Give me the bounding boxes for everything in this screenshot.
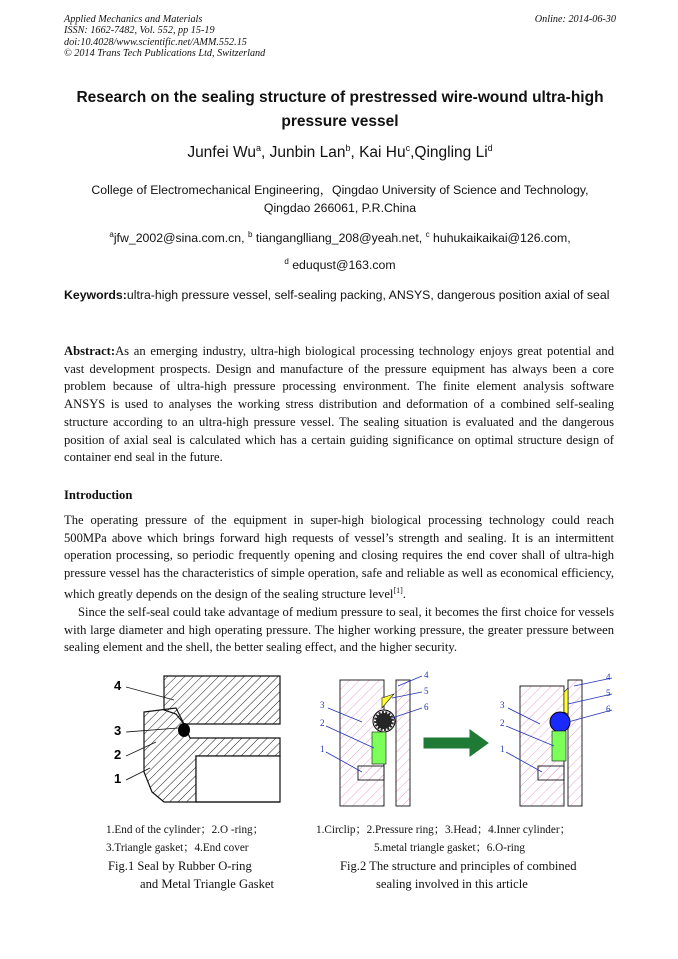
affiliation-line: College of Electromechanical Engineering，Qingdao University of Science and Technology, [91,183,589,197]
email-b[interactable]: tianganglliang_208@yeah.net, [255,231,423,246]
fig1-legend-line: 1.End of the cylinder；2.O -ring； [106,824,264,836]
affiliation [50,181,630,217]
circlip [358,766,384,780]
fig2-legend [316,821,571,857]
fig2-label: 4 [424,670,429,680]
author-mark: d [487,143,493,153]
online-date: Online: 2014-06-30 [534,14,616,25]
figure-1-drawing [104,672,284,812]
fig2-label: 4 [606,672,611,682]
author-mark: c [405,143,411,153]
fig2-label: 6 [606,704,611,714]
fig2-label: 5 [606,688,611,698]
inner-cylinder [396,680,410,806]
email-list: $^a$jfw_2002@sina.com.cn, $^b$ tianganglliang_208@yeah.net, $^c$ huhukaikaikai@126.com, $^d$ eduqust@163.com [109,230,571,273]
fig2-label: 1 [500,744,505,754]
journal-name: Applied Mechanics and Materials [64,14,203,25]
circlip [538,766,564,780]
author-mark: b [345,143,351,153]
fig2-legend-line: 1.Circlip；2.Pressure ring；3.Head；4.Inner cylinder； [316,824,571,836]
author-name: Junfei Wu [187,144,256,162]
fig1-label: 1 [114,771,122,786]
copyright: © 2014 Trans Tech Publications Ltd, Switzerland [64,48,266,60]
fig1-caption-line: Fig.1 Seal by Rubber O-ring [108,859,252,873]
inner-cylinder [568,680,582,806]
fig2-caption-line: Fig.2 The structure and principles of combined [340,859,577,873]
author-mark: a [255,143,261,153]
pressure-ring [372,732,386,764]
keywords [64,287,614,304]
fig1-legend [106,821,264,857]
keywords-text: ultra-high pressure vessel, self-sealing packing, ANSYS, dangerous position axial of seal [126,288,610,302]
fig2-label: 2 [320,718,325,728]
author-name: Junbin Lan [269,144,346,162]
abstract-text: As an emerging industry, ultra-high biological processing technology enjoys great potential and vast development prospects. Design and manufacture of the pressure equipment has always been a core problem because of ultra-high pressure processing environment. The finite element analysis software ANSYS is used to analyses the working stress distribution and deformation of a combined self-sealing structure according to an ultra-high pressure vessel. The sealing situation is evaluated and the dangerous position of axial seal is calculated which has a certain guiding significance on optimal structure design of container end seal in the future. [64,344,614,465]
email-d[interactable]: eduqust@163.com [292,258,396,273]
fig1-legend-line: 3.Triangle gasket；4.End cover [106,842,249,854]
keywords-label: Keywords: [64,288,127,302]
fig1-label: 3 [114,723,122,738]
paragraph: Since the self-seal could take advantage of medium pressure to seal, it becomes the first choice for vessels with large diameter and high operating pressure. The higher working pressure, the greater pressure between sealing element and the shell, the better sealing effect, and the higher security. [64,605,614,655]
fig1-label: 2 [114,747,122,762]
o-ring [178,723,190,737]
fig1-caption-line: and Metal Triangle Gasket [140,877,274,891]
fig1-label: 4 [114,678,122,693]
cylinder-bore [196,756,280,802]
abstract [64,343,614,467]
end-cover [164,676,280,724]
fig2-caption-line: sealing involved in this article [376,877,528,891]
issn: ISSN: 1662-7482, Vol. 552, pp 15-19 [64,25,215,37]
fig2-label: 1 [320,744,325,754]
fig2-label: 6 [424,702,429,712]
fig2-label: 3 [320,700,325,710]
transition-arrow [424,730,488,756]
figure-2-drawing [302,668,622,814]
affiliation-line: Qingdao 266061, P.R.China [263,201,417,215]
fig2-label: 5 [424,686,429,696]
author-list: Junfei Wu$^a$, Junbin Lan$^b$, Kai Hu$^c$,Qingling Li$^d$ [187,143,493,162]
o-ring [550,712,570,732]
fig2-label: 2 [500,718,505,728]
section-heading: Introduction [64,488,133,502]
abstract-label: Abstract: [64,344,116,358]
pressure-ring [552,731,566,761]
email-a[interactable]: jfw_2002@sina.com.cn, [113,231,245,246]
paper-title: Research on the sealing structure of prestressed wire-wound ultra-high pressure vessel [76,89,604,130]
email-c[interactable]: huhukaikaikai@126.com [433,231,568,246]
fig2-legend-line: 5.metal triangle gasket；6.O-ring [374,842,525,854]
fig2-label: 3 [500,700,505,710]
journal-header [64,14,616,60]
fig1-caption [108,857,274,893]
citation-link[interactable]: [1] [393,586,403,596]
doi: doi:10.4028/www.scientific.net/AMM.552.15 [64,36,247,48]
author-name: Kai Hu [359,144,406,162]
triangle-gasket [564,688,568,714]
introduction-body [64,512,614,657]
fig2-caption [340,857,577,893]
paragraph: The operating pressure of the equipment in super-high biological processing technology could reach 500MPa above which brings forward high requests of vessel’s strength and sealing. It is an intermittent operation processing, so periodic frequently opening and closing requires the end cover shall of ultra-high pressure vessel has the characteristics of simple operation, safe and reliable as well as economical efficiency, which greatly depends on the design of the sealing structure level[1]. [64,513,614,602]
author-name: Qingling Li [414,144,488,162]
